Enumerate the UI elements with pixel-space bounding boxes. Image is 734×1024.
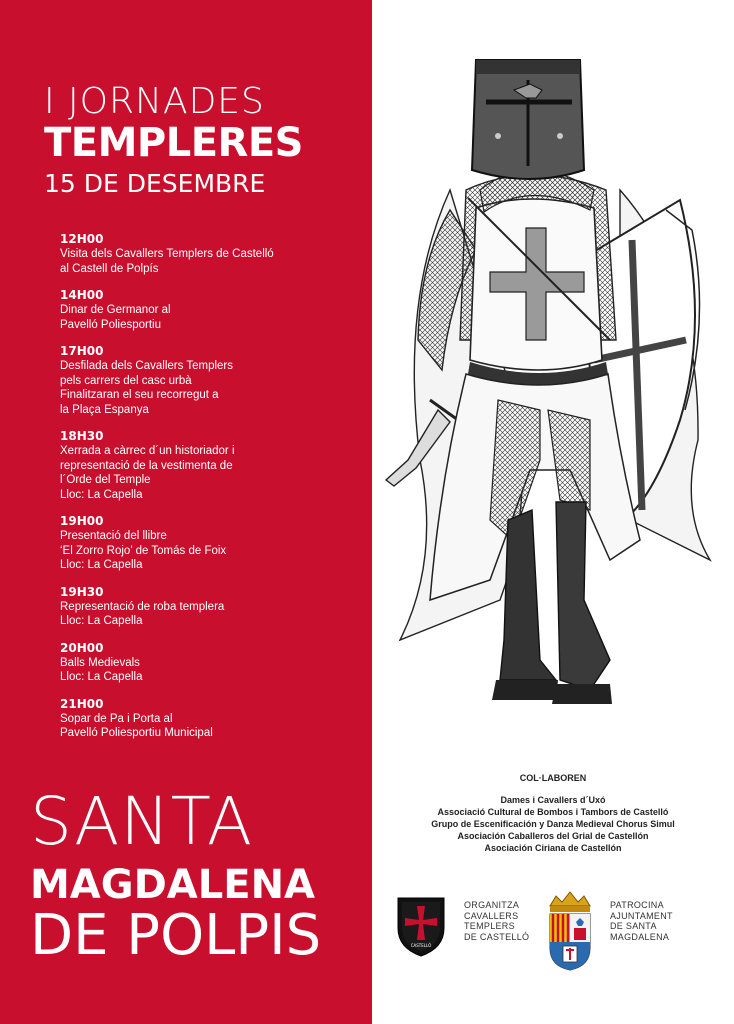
schedule-item (60, 585, 360, 629)
sponsor-text (610, 900, 673, 942)
schedule-time: 20H00 (60, 640, 104, 655)
schedule-item (60, 344, 360, 417)
schedule-text: Lloc: La Capella (60, 488, 143, 501)
sponsor-line: AJUNTAMENT (610, 910, 673, 921)
schedule-item (60, 288, 360, 332)
schedule-text: al Castell de Polpís (60, 262, 159, 275)
schedule-text: l´Orde del Temple (60, 474, 151, 486)
schedule-item (60, 641, 360, 685)
schedule-text: Sopar de Pa i Porta al (60, 712, 173, 725)
collaborators-block (372, 772, 734, 854)
schedule-time: 12H00 (60, 232, 104, 246)
event-title-line2: TEMPLERES (44, 120, 303, 166)
sponsor-line: PATROCINA (610, 900, 664, 910)
collaborator-entry: Asociación Ciriana de Castellón (484, 843, 622, 853)
schedule-item (60, 232, 360, 276)
schedule-text: Xerrada a càrrec d´un historiador i (60, 445, 235, 457)
organizer-line: TEMPLERS (464, 921, 515, 931)
town-name-line3: DE POLPIS (30, 903, 322, 968)
schedule-item (60, 429, 360, 502)
schedule-text: pels carrers del casc urbà (60, 374, 192, 387)
schedule-time: 14H00 (60, 288, 104, 302)
sponsor-line: DE SANTA (610, 921, 657, 931)
schedule-text: representació de la vestimenta de (60, 459, 233, 472)
sponsor-line: MAGDALENA (610, 931, 670, 942)
organizer-line: DE CASTELLÓ (464, 931, 530, 942)
schedule-text: Representació de roba templera (60, 600, 225, 613)
schedule-item (60, 697, 360, 741)
town-coat-of-arms (544, 890, 596, 972)
schedule-text: la Plaça Espanya (60, 403, 149, 416)
schedule-time: 17H00 (60, 344, 104, 358)
collaborator-entry: Associació Cultural de Bombos i Tambors de Castelló (437, 807, 669, 817)
schedule-text: Desfilada dels Cavallers Templers (60, 360, 233, 372)
collaborator-entry: Dames i Cavallers d´Uxó (500, 795, 606, 805)
organizer-line: CAVALLERS (464, 910, 519, 921)
event-title-line1: I JORNADES (44, 81, 265, 122)
town-name-line2: MAGDALENA (30, 862, 315, 908)
schedule-text: Lloc: La Capella (60, 671, 143, 683)
schedule-text: Lloc: La Capella (60, 615, 143, 627)
templars-shield-logo (396, 894, 446, 958)
collaborators-heading: COL·LABOREN (519, 773, 587, 783)
town-name-line1: SANTA (30, 783, 253, 860)
schedule-time: 21H00 (60, 696, 104, 711)
collaborator-entry: Grupo de Escenificación y Danza Medieval Chorus Simul (431, 819, 675, 829)
schedule-text: Pavelló Poliesportiu Municipal (60, 727, 213, 739)
schedule-time: 19H30 (60, 584, 104, 599)
logo-caption: CASTELLÓ (410, 943, 432, 948)
templar-knight-illustration (380, 40, 725, 750)
schedule-text: ‘El Zorro Rojo’ de Tomás de Foix (60, 544, 227, 557)
event-date: 15 DE DESEMBRE (44, 169, 266, 198)
schedule-time: 19H00 (60, 514, 104, 528)
schedule-list (60, 232, 360, 753)
schedule-time: 18H30 (60, 429, 104, 443)
schedule-text: Pavelló Poliesportiu (60, 318, 162, 331)
organizer-line: ORGANITZA (464, 900, 520, 910)
schedule-text: Balls Medievals (60, 656, 140, 669)
schedule-text: Presentació del llibre (60, 530, 167, 542)
schedule-text: Dinar de Germanor al (60, 304, 171, 316)
schedule-item (60, 514, 360, 573)
collaborator-entry: Asociación Caballeros del Grial de Castellón (457, 831, 649, 841)
schedule-text: Visita dels Cavallers Templers de Castelló (60, 248, 274, 260)
schedule-text: Finalitzaran el seu recorregut a (60, 389, 219, 401)
organizer-text (464, 900, 529, 942)
schedule-text: Lloc: La Capella (60, 559, 143, 571)
